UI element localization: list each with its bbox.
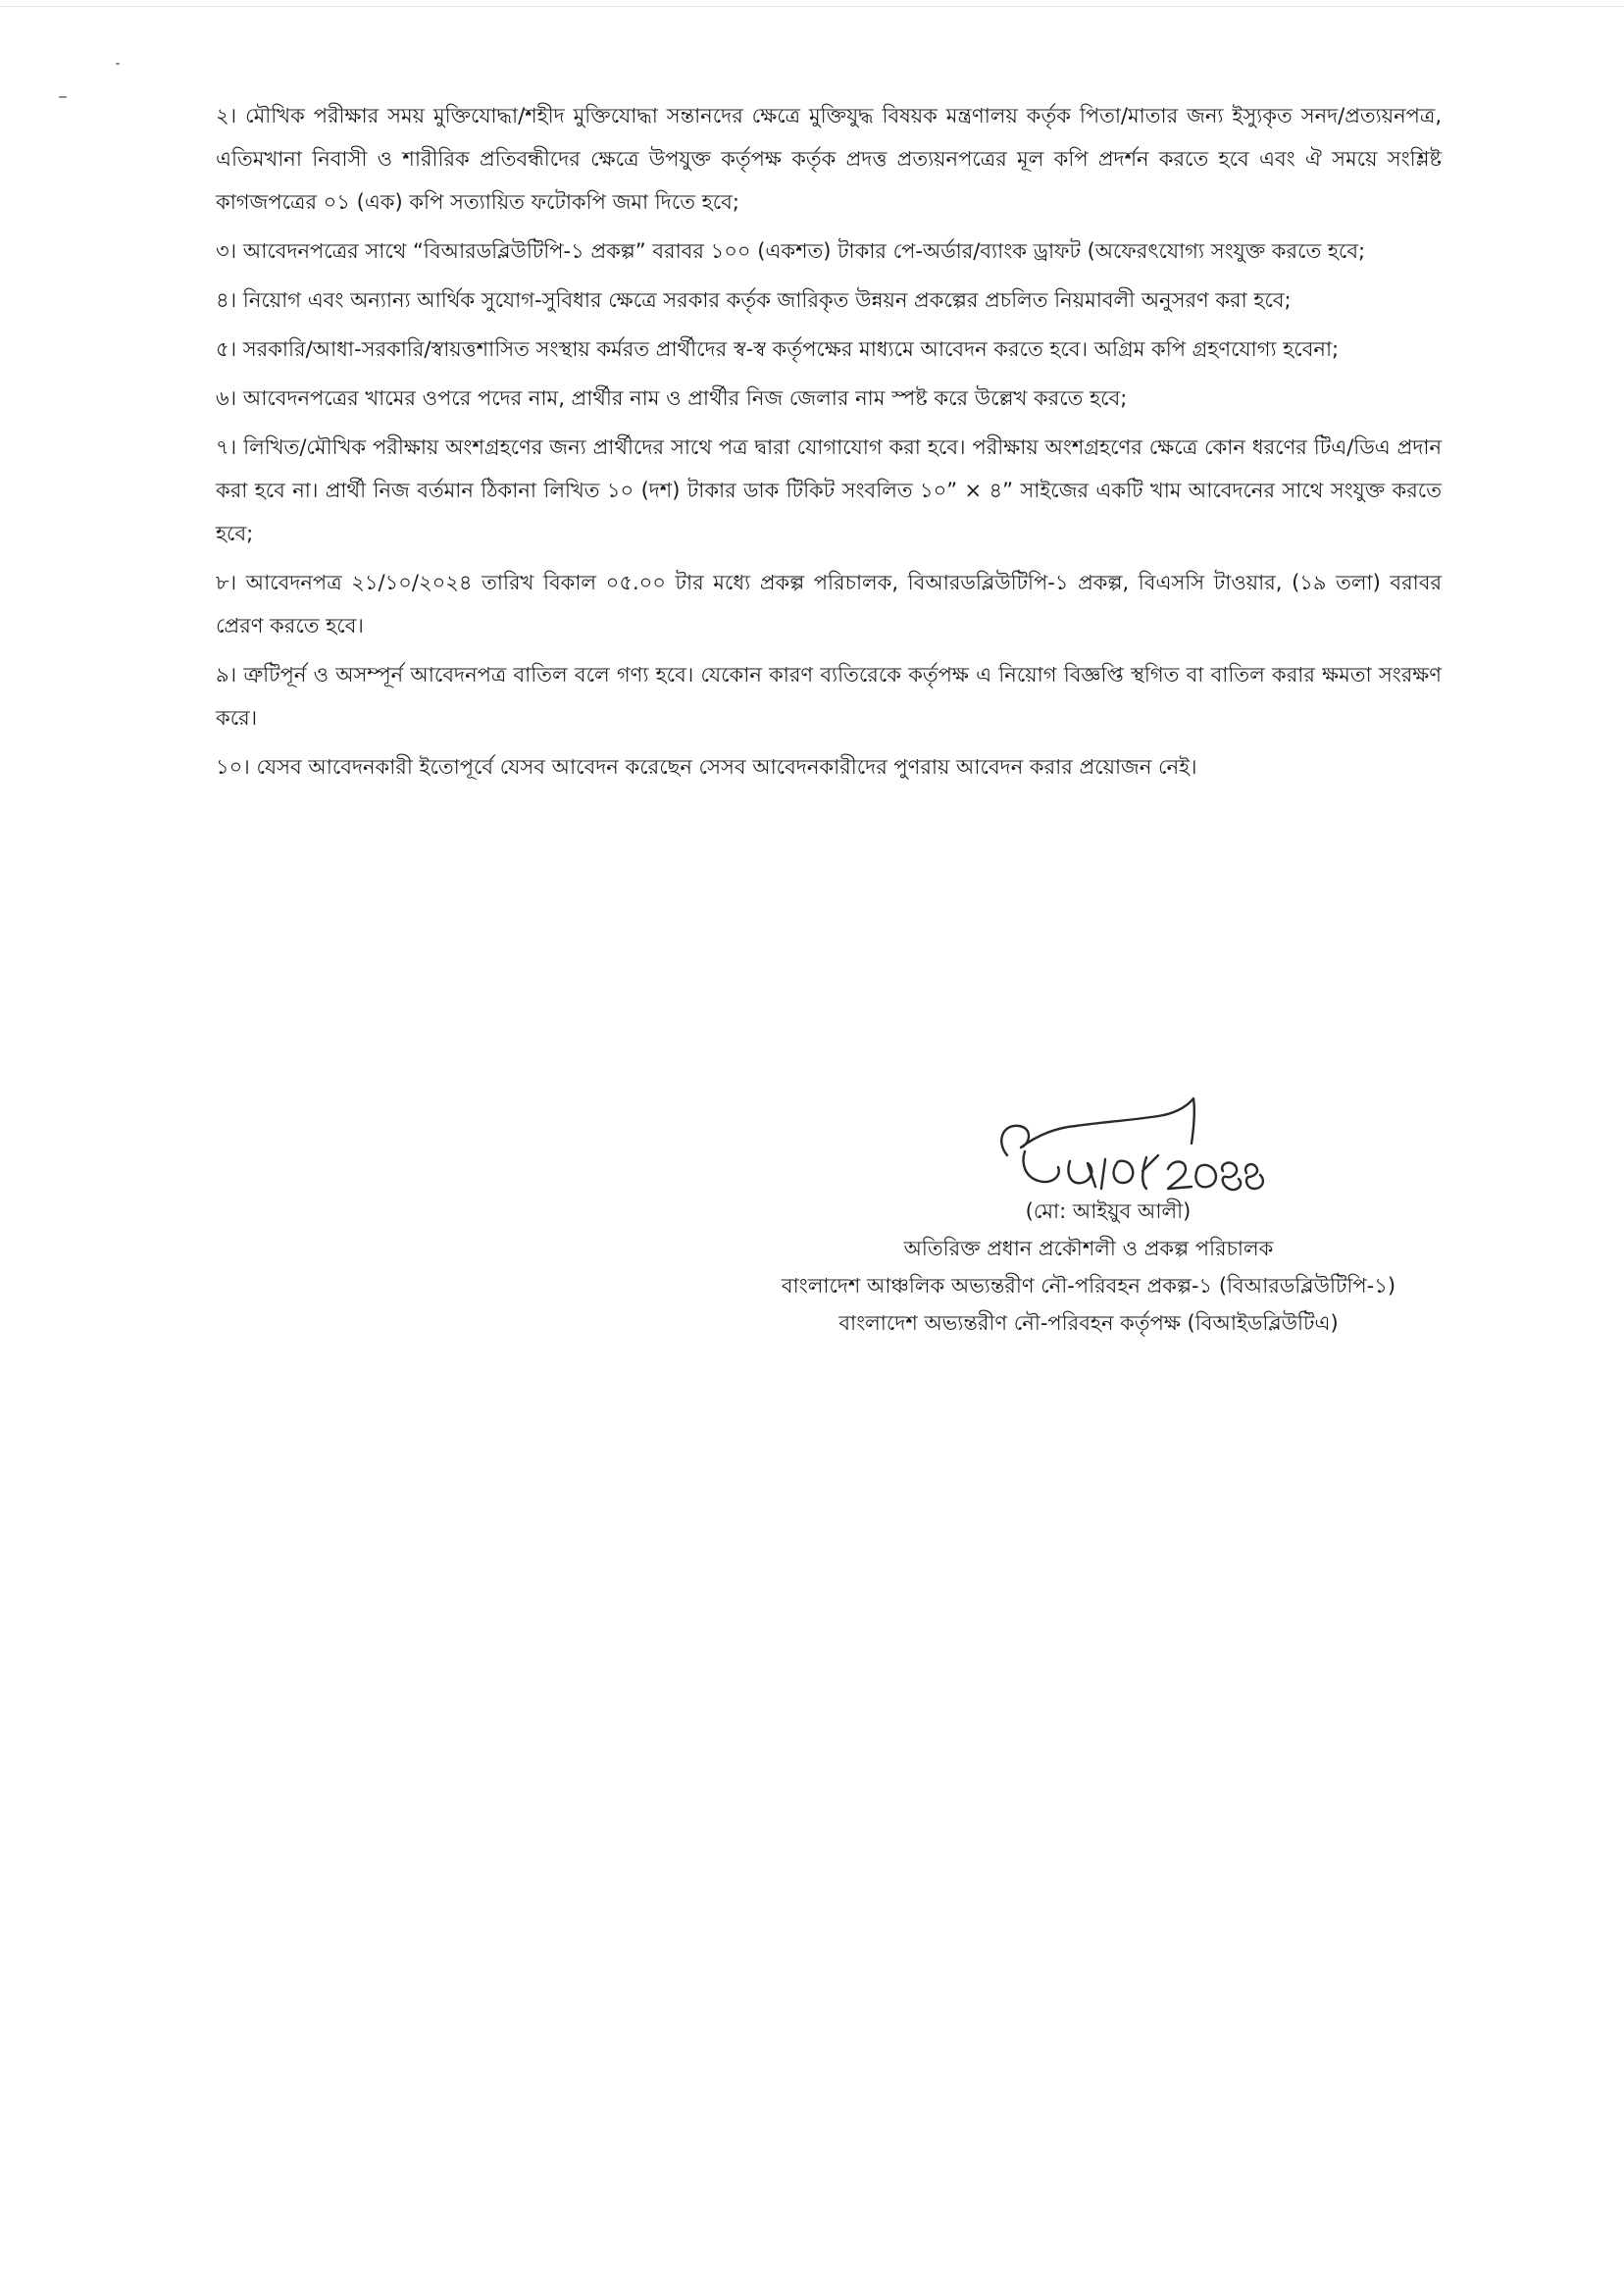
condition-4: ৪। নিয়োগ এবং অন্যান্য আর্থিক সুযোগ-সুবিধার ক্ষেত্রে সরকার কর্তৃক জারিকৃত উন্নয়ন প্রকল্পের প্রচলিত নিয়মাবলী অনুসরণ করা হবে; [216, 288, 1292, 312]
condition-6: ৬। আবেদনপত্রের খামের ওপরে পদের নাম, প্রার্থীর নাম ও প্রার্থীর নিজ জেলার নাম স্পষ্ট করে উল্লেখ করতে হবে; [216, 386, 1128, 410]
condition-7: ৭। লিখিত/মৌখিক পরীক্ষায় অংশগ্রহণের জন্য প্রার্থীদের সাথে পত্র দ্বারা যোগাযোগ করা হবে। পরীক্ষায় অংশগ্রহণের ক্ষেত্রে কোন ধরণের টিএ/ডিএ প্রদান করা হবে না। প্রার্থী নিজ বর্তমান ঠিকানা লিখিত ১০ (দশ) টাকার ডাক টিকিট সংবলিত ১০” × ৪” সাইজের একটি খাম আবেদনের সাথে সংযুক্ত করতে হবে; [216, 435, 1442, 545]
signatory-name: (মো: আইয়ুব আলী) [1025, 1199, 1192, 1223]
condition-5: ৫। সরকারি/আধা-সরকারি/স্বায়ত্তশাসিত সংস্থায় কর্মরত প্রার্থীদের স্ব-স্ব কর্তৃপক্ষের মাধ্যমে আবেদন করতে হবে। অগ্রিম কপি গ্রহণযোগ্য হবেনা; [216, 337, 1340, 361]
signatory-project: বাংলাদেশ আঞ্চলিক অভ্যন্তরীণ নৌ-পরিবহন প্রকল্প-১ (বিআরডব্লিউটিপি-১) [781, 1274, 1396, 1298]
signatory-authority: বাংলাদেশ অভ্যন্তরীণ নৌ-পরিবহন কর্তৃপক্ষ (বিআইডব্লিউটিএ) [838, 1311, 1339, 1335]
condition-3: ৩। আবেদনপত্রের সাথে “বিআরডব্লিউটিপি-১ প্রকল্প” বরাবর ১০০ (একশত) টাকার পে-অর্ডার/ব্যাংক ড্রাফট (অফেরৎযোগ্য সংযুক্ত করতে হবে; [216, 239, 1366, 263]
condition-9: ৯। ত্রুটিপূর্ন ও অসম্পূর্ন আবেদনপত্র বাতিল বলে গণ্য হবে। যেকোন কারণ ব্যতিরেকে কর্তৃপক্ষ এ নিয়োগ বিজ্ঞপ্তি স্থগিত বা বাতিল করার ক্ষমতা সংরক্ষণ করে। [216, 663, 1442, 730]
signatory-designation: অতিরিক্ত প্রধান প্রকৌশলী ও প্রকল্প পরিচালক [903, 1237, 1274, 1260]
signature-block [686, 1193, 1491, 1342]
page-top-edge [0, 6, 1624, 7]
condition-2: ২। মৌখিক পরীক্ষার সময় মুক্তিযোদ্ধা/শহীদ মুক্তিযোদ্ধা সন্তানদের ক্ষেত্রে মুক্তিযুদ্ধ বিষয়ক মন্ত্রণালয় কর্তৃক পিতা/মাতার জন্য ইস্যুকৃত সনদ/প্রত্যয়নপত্র, এতিমখানা নিবাসী ও শারীরিক প্রতিবন্ধীদের ক্ষেত্রে উপযুক্ত কর্তৃপক্ষ কর্তৃক প্রদত্ত প্রত্যয়নপত্রের মূল কপি প্রদর্শন করতে হবে এবং ঐ সময়ে সংশ্লিষ্ট কাগজপত্রের ০১ (এক) কপি সত্যায়িত ফটোকপি জমা দিতে হবে; [216, 104, 1442, 214]
condition-8: ৮। আবেদনপত্র ২১/১০/২০২৪ তারিখ বিকাল ০৫.০০ টার মধ্যে প্রকল্প পরিচালক, বিআরডব্লিউটিপি-১ প্রকল্প, বিএসসি টাওয়ার, (১৯ তলা) বরাবর প্রেরণ করতে হবে। [216, 571, 1442, 637]
condition-10: ১০। যেসব আবেদনকারী ইতোপূর্বে যেসব আবেদন করেছেন সেসব আবেদনকারীদের পুণরায় আবেদন করার প্রয়োজন নেই। [216, 755, 1197, 779]
scan-speck [59, 96, 67, 98]
scan-speck [116, 63, 120, 65]
conditions-list [216, 94, 1442, 794]
